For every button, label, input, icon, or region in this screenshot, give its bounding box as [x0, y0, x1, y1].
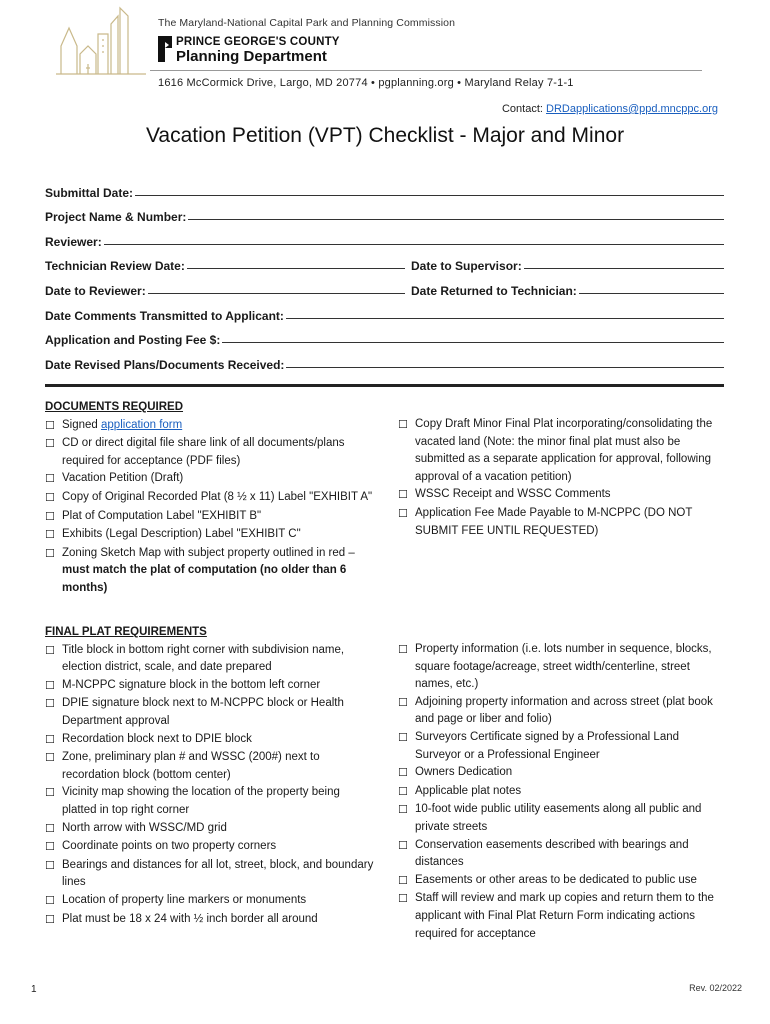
checkbox[interactable]: [398, 729, 415, 764]
checkbox[interactable]: [45, 892, 62, 911]
item-text: Coordinate points on two property corners: [62, 840, 277, 853]
checkbox[interactable]: [398, 764, 415, 783]
checkbox[interactable]: [398, 505, 415, 540]
checkbox[interactable]: [398, 890, 415, 943]
item-text: Zoning Sketch Map with subject property outlined in red –: [62, 546, 355, 559]
field-line[interactable]: [222, 333, 724, 343]
item-text: M-NCPPC signature block in the bottom left corner: [62, 678, 321, 691]
checkbox[interactable]: [45, 508, 62, 527]
item-text: Title block in bottom right corner with subdivision name, election district, scale, and date prepared: [62, 643, 345, 674]
field-label: Technician Review Date:: [45, 259, 185, 274]
form-fields: [45, 175, 724, 372]
checkbox[interactable]: [398, 486, 415, 505]
item-text: Staff will review and mark up copies and return them to the applicant with Final Plat Return Form indicating actions required for acceptance: [415, 892, 714, 940]
field-label: Date Revised Plans/Documents Received:: [45, 357, 285, 372]
item-text: Location of property line markers or monuments: [62, 893, 307, 906]
checklist-item: [45, 508, 375, 527]
checklist-item: [45, 417, 375, 436]
checklist-item: [45, 435, 375, 470]
checkbox[interactable]: [45, 749, 62, 784]
item-text: 10-foot wide public utility easements along all public and private streets: [415, 803, 702, 833]
checklist-item: [398, 837, 724, 872]
checkbox[interactable]: [45, 857, 62, 892]
item-text: Easements or other areas to be dedicated to public use: [415, 873, 697, 886]
checkbox[interactable]: [398, 801, 415, 836]
item-text: Copy Draft Minor Final Plat incorporating/consolidating the vacated land (Note: the minor final plat must also be submitted as a separate application for approval, following approval of a vacation petition): [415, 418, 713, 483]
item-text: Applicable plat notes: [415, 784, 522, 797]
checkbox[interactable]: [45, 784, 62, 819]
date-revised-field[interactable]: [45, 347, 724, 372]
checklist-item: [45, 545, 375, 598]
checklist-item: [398, 764, 724, 783]
field-label: Application and Posting Fee $:: [45, 333, 221, 348]
item-emphasis: must match the plat of computation (no older than 6 months): [62, 564, 347, 594]
checklist-item: [398, 801, 724, 836]
section-divider: [45, 384, 724, 387]
revision-date: Rev. 02/2022: [689, 983, 742, 993]
checklist-item: [45, 911, 375, 930]
checkbox[interactable]: [45, 470, 62, 489]
item-text: North arrow with WSSC/MD grid: [62, 821, 227, 834]
checkbox[interactable]: [45, 489, 62, 508]
county-logo-icon: [158, 36, 172, 62]
date-to-supervisor-line[interactable]: [524, 259, 724, 269]
field-label: Submittal Date:: [45, 185, 134, 200]
checklist-item: [45, 526, 375, 545]
item-text: Plat of Computation Label "EXHIBIT B": [62, 509, 262, 522]
item-text: Application Fee Made Payable to M-NCPPC (DO NOT SUBMIT FEE UNTIL REQUESTED): [415, 506, 693, 537]
checklist-item: [398, 783, 724, 802]
item-text: Property information (i.e. lots number in sequence, blocks, square footage/acreage, street width/centerline, street names, etc.): [415, 643, 712, 691]
technician-review-date-field[interactable]: [45, 259, 405, 273]
item-text: Adjoining property information and across street (plat book and page or liber and folio): [415, 695, 713, 726]
contact-label: Contact:: [501, 103, 547, 115]
field-label: Date to Supervisor:: [411, 259, 522, 274]
item-text: WSSC Receipt and WSSC Comments: [415, 488, 611, 501]
checklist-item: [45, 820, 375, 839]
application-form-link[interactable]: application form: [101, 418, 183, 431]
field-label: Date Comments Transmitted to Applicant:: [45, 308, 284, 323]
checklist-item: [45, 470, 375, 489]
date-returned-line[interactable]: [579, 284, 724, 294]
checklist-item: [45, 838, 375, 857]
checkbox[interactable]: [45, 642, 62, 677]
checklist-item: [398, 729, 724, 764]
checkbox[interactable]: [45, 695, 62, 730]
contact-email-link[interactable]: DRDapplications@ppd.mncppc.org: [546, 103, 718, 115]
checkbox[interactable]: [45, 417, 62, 436]
field-label: Reviewer:: [45, 234, 102, 249]
checkbox[interactable]: [45, 820, 62, 839]
project-name-field[interactable]: [45, 200, 724, 225]
checkbox[interactable]: [45, 731, 62, 750]
department-name: Planning Department: [176, 48, 327, 65]
item-text: Bearings and distances for all lot, street, block, and boundary lines: [62, 858, 374, 889]
checklist-item: [45, 642, 375, 677]
page-title: Vacation Petition (VPT) Checklist - Major and Minor: [145, 124, 625, 147]
checklist-item: [398, 890, 724, 943]
checklist-item: [45, 892, 375, 911]
item-text: Recordation block next to DPIE block: [62, 732, 252, 745]
item-text: Signed: [62, 418, 102, 431]
technician-supervisor-row: [45, 249, 724, 274]
item-text: Conservation easements described with bearings and distances: [415, 838, 689, 869]
field-line[interactable]: [135, 186, 724, 196]
checklist-item: [398, 694, 724, 729]
header-divider: [150, 70, 702, 71]
field-label: Date to Reviewer:: [45, 283, 146, 298]
checkbox[interactable]: [45, 911, 62, 930]
checklist-item: [398, 872, 724, 891]
checkbox[interactable]: [45, 526, 62, 545]
item-text: Vicinity map showing the location of the property being platted in top right corner: [62, 786, 340, 816]
reviewer-field[interactable]: [45, 224, 724, 249]
checkbox[interactable]: [398, 694, 415, 729]
checkbox[interactable]: [398, 416, 415, 486]
final-plat-right-column: [398, 641, 724, 943]
checklist-item: [398, 641, 724, 694]
checkbox[interactable]: [398, 872, 415, 891]
checklist-item: [45, 857, 375, 892]
date-to-reviewer-field[interactable]: [45, 284, 405, 298]
field-line[interactable]: [148, 284, 405, 294]
item-text: Copy of Original Recorded Plat (8 ½ x 11) Label "EXHIBIT A": [62, 490, 373, 503]
field-line[interactable]: [187, 259, 405, 269]
checklist-item: [45, 489, 375, 508]
checklist-item: [45, 695, 375, 730]
fee-field[interactable]: [45, 323, 724, 348]
page-number: 1: [31, 984, 37, 995]
checklist-item: [45, 749, 375, 784]
date-comments-field[interactable]: [45, 298, 724, 323]
checkbox[interactable]: [45, 838, 62, 857]
item-text: CD or direct digital file share link of all documents/plans required for acceptance (PDF files): [62, 437, 345, 467]
checkbox[interactable]: [398, 837, 415, 872]
skyline-logo-icon: [56, 6, 146, 76]
org-name: The Maryland-National Capital Park and Planning Commission: [158, 17, 456, 29]
checklist-item: [45, 784, 375, 819]
item-text: Exhibits (Legal Description) Label "EXHIBIT C": [62, 528, 301, 541]
letterhead: [0, 0, 770, 120]
checklist-item: [45, 731, 375, 750]
checklist-item: [45, 677, 375, 696]
field-line[interactable]: [188, 210, 724, 220]
field-line[interactable]: [286, 309, 724, 319]
final-plat-section-title: FINAL PLAT REQUIREMENTS: [45, 626, 207, 638]
submittal-date-field[interactable]: [45, 175, 724, 200]
checkbox[interactable]: [398, 641, 415, 694]
checkbox[interactable]: [45, 677, 62, 696]
item-text: Surveyors Certificate signed by a Professional Land Surveyor or a Professional Engineer: [415, 730, 680, 761]
documents-right-column: [398, 416, 724, 540]
final-plat-left-column: [45, 624, 375, 929]
item-text: Vacation Petition (Draft): [62, 472, 184, 485]
field-line[interactable]: [104, 235, 724, 245]
field-line[interactable]: [286, 358, 724, 368]
item-text: Owners Dedication: [415, 766, 513, 779]
county-name: PRINCE GEORGE'S COUNTY: [176, 36, 340, 48]
contact-line: [502, 103, 718, 115]
item-text: Plat must be 18 x 24 with ½ inch border all around: [62, 912, 318, 925]
address-line: 1616 McCormick Drive, Largo, MD 20774 • pgplanning.org • Maryland Relay 7-1-1: [158, 77, 574, 89]
item-text: Zone, preliminary plan # and WSSC (200#) next to recordation block (bottom center): [62, 751, 320, 781]
checkbox[interactable]: [45, 545, 62, 598]
checkbox[interactable]: [45, 435, 62, 470]
field-label: Project Name & Number:: [45, 210, 187, 225]
field-label: Date Returned to Technician:: [411, 283, 577, 298]
item-text: DPIE signature block next to M-NCPPC block or Health Department approval: [62, 697, 344, 727]
documents-section-title: DOCUMENTS REQUIRED: [45, 401, 184, 413]
checklist-item: [398, 505, 724, 540]
checklist-item: [398, 486, 724, 505]
checklist-item: [398, 416, 724, 486]
reviewer-returned-row: [45, 273, 724, 298]
checkbox[interactable]: [398, 783, 415, 802]
documents-left-column: [45, 399, 375, 598]
